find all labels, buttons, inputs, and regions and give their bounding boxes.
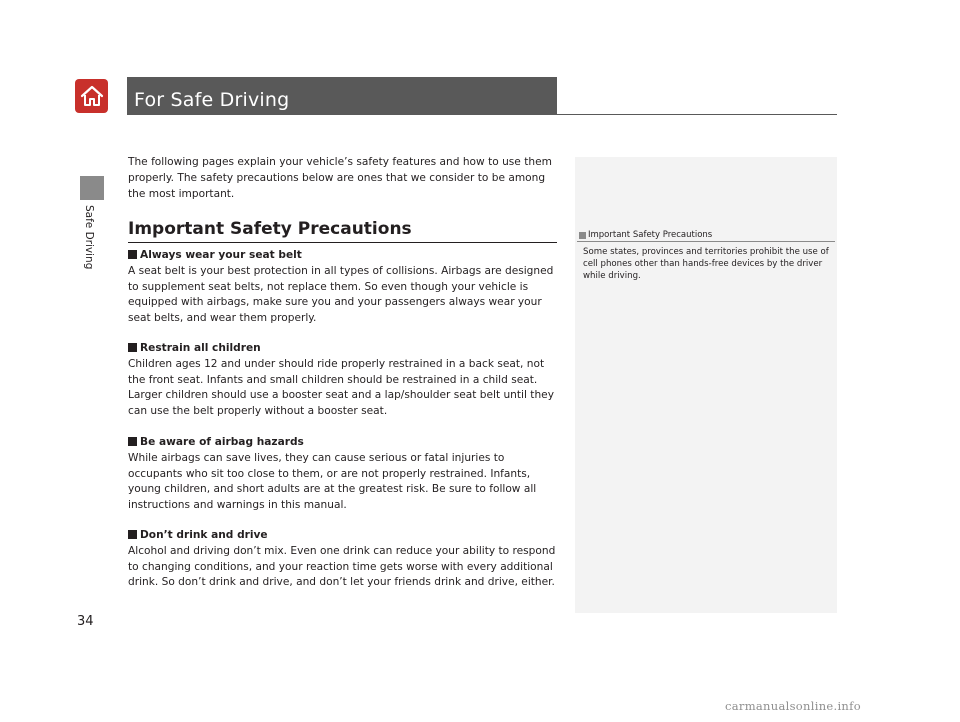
precaution-children	[128, 341, 562, 420]
precaution-title: Always wear your seat belt	[140, 249, 302, 261]
note-body: Some states, provinces and territories prohibit the use of cell phones other than hands-free devices by the driver while driving.	[583, 247, 829, 281]
watermark: carmanualsonline.info	[725, 699, 861, 713]
intro-paragraph: The following pages explain your vehicle’s safety features and how to use them properly. The safety precautions below are ones that we consider to be among the most important.	[128, 156, 552, 200]
page-title-bar	[127, 77, 557, 114]
home-button[interactable]	[75, 79, 108, 113]
home-icon	[80, 85, 104, 107]
page-number: 34	[77, 614, 94, 629]
side-section-label: Safe Driving	[83, 205, 95, 270]
notes-sidebar	[575, 157, 837, 613]
precaution-airbags	[128, 435, 562, 514]
precaution-body: Children ages 12 and under should ride properly restrained in a back seat, not the front seat. Infants and small children should be restrained in a child seat. Larger children should use a booster seat and a lap/shoulder seat belt until they can use the belt properly without a booster seat.	[128, 357, 554, 418]
precaution-drink-drive	[128, 528, 562, 591]
section-tab-marker	[80, 176, 104, 200]
precaution-seat-belt	[128, 248, 562, 327]
bullet-square-icon	[128, 530, 137, 539]
note-marker-icon	[579, 232, 586, 239]
note-divider	[577, 241, 835, 242]
precaution-title: Don’t drink and drive	[140, 529, 268, 541]
note-title: Important Safety Precautions	[579, 230, 712, 240]
precaution-body: While airbags can save lives, they can cause serious or fatal injuries to occupants who sit too close to them, or are not properly restrained. Infants, young children, and short adults are at the greatest risk. Be sure to follow all instructions and warnings in this manual.	[128, 451, 537, 512]
precaution-body: A seat belt is your best protection in all types of collisions. Airbags are designed to supplement seat belts, not replace them. So even though your vehicle is equipped with airbags, make sure you and your passengers always wear your seat belts, and wear them properly.	[128, 264, 554, 325]
section-heading: Important Safety Precautions	[128, 219, 412, 239]
precaution-body: Alcohol and driving don’t mix. Even one drink can reduce your ability to respond to changing conditions, and your reaction time gets worse with every additional drink. So don’t drink and drive, and don’t let your friends drink and drive, either.	[128, 544, 556, 589]
page-title: For Safe Driving	[134, 89, 290, 111]
heading-divider	[128, 242, 557, 243]
precaution-title: Restrain all children	[140, 342, 261, 354]
bullet-square-icon	[128, 437, 137, 446]
precaution-title: Be aware of airbag hazards	[140, 436, 304, 448]
title-divider	[127, 114, 837, 115]
bullet-square-icon	[128, 343, 137, 352]
bullet-square-icon	[128, 250, 137, 259]
